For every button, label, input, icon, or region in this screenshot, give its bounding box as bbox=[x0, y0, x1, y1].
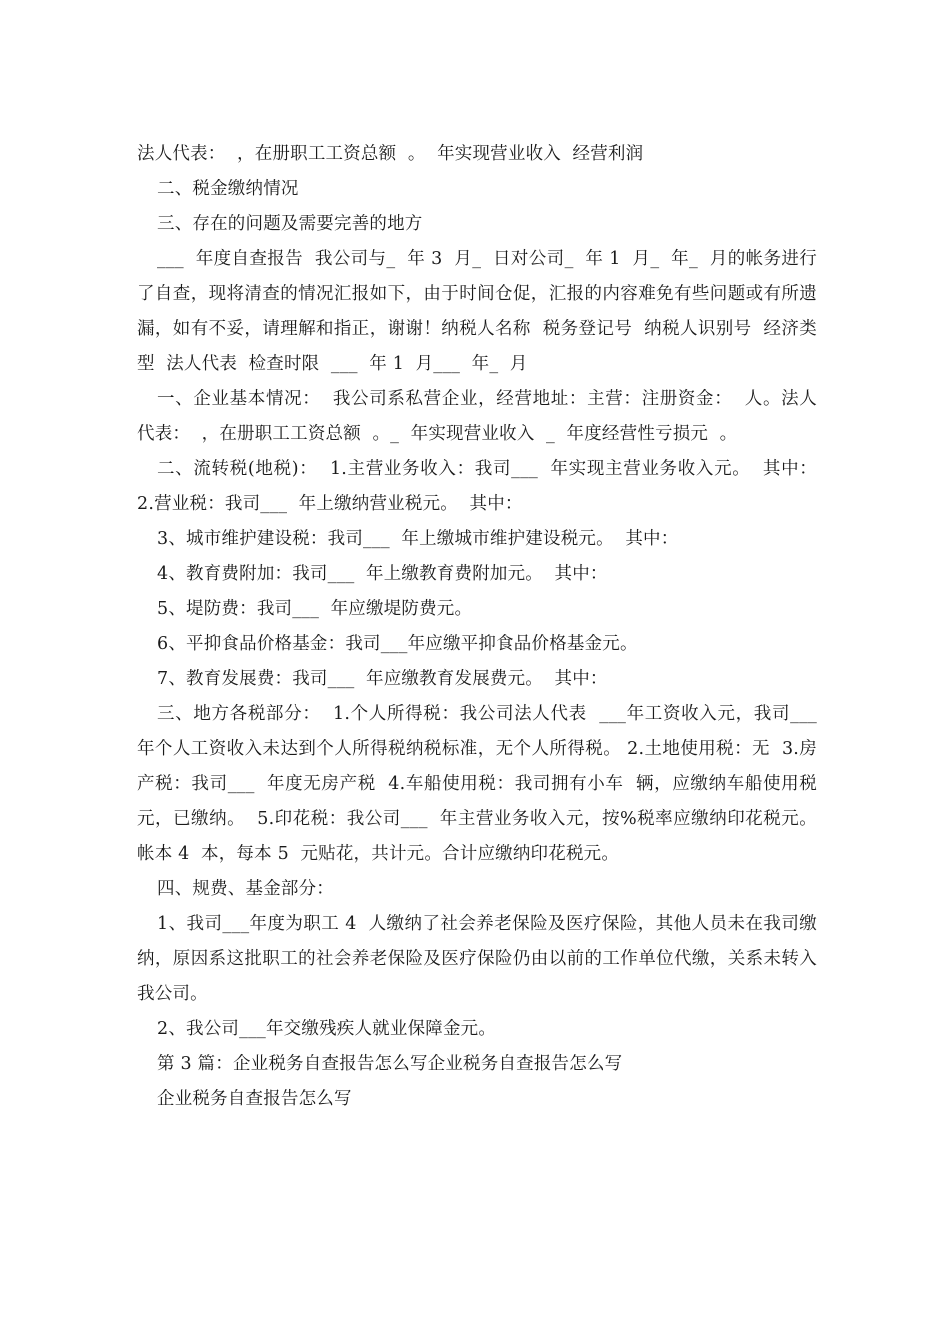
paragraph: 1、我司___年度为职工 4 人缴纳了社会养老保险及医疗保险，其他人员未在我司缴纳，原因系这批职工的社会养老保险及医疗保险仍由以前的工作单位代缴，关系未转入我公司。 bbox=[137, 914, 817, 1004]
section-heading-tax-payment: 二、税金缴纳情况 bbox=[157, 179, 299, 199]
paragraph: 4、教育费附加：我司___ 年上缴教育费附加元。 其中： bbox=[157, 564, 608, 584]
section-heading-issues: 三、存在的问题及需要完善的地方 bbox=[157, 214, 423, 234]
paragraph: 2、我公司___年交缴残疾人就业保障金元。 bbox=[157, 1019, 497, 1039]
paragraph: 6、平抑食品价格基金：我司___年应缴平抑食品价格基金元。 bbox=[157, 634, 638, 654]
paragraph: 法人代表： ，在册职工工资总额 。 年实现营业收入 经营利润 bbox=[137, 144, 644, 164]
paragraph: 5、堤防费：我司___ 年应缴堤防费元。 bbox=[157, 599, 473, 619]
paragraph: 二、流转税(地税)： 1.主营业务收入：我司___ 年实现主营业务收入元。 其中： 2.营业税：我司___ 年上缴纳营业税元。 其中： bbox=[137, 459, 829, 514]
paragraph: 7、教育发展费：我司___ 年应缴教育发展费元。 其中： bbox=[157, 669, 608, 689]
document-body bbox=[137, 137, 829, 1117]
paragraph: 一、企业基本情况： 我公司系私营企业，经营地址：主营：注册资金： 人。法人代表： ，在册职工工资总额 。_ 年实现营业收入 _ 年度经营性亏损元 。 bbox=[137, 389, 817, 444]
article-title: 第 3 篇：企业税务自查报告怎么写企业税务自查报告怎么写 bbox=[157, 1054, 623, 1074]
paragraph: ___ 年度自查报告 我公司与_ 年 3 月_ 日对公司_ 年 1 月_ 年_ 月的帐务进行了自查，现将清查的情况汇报如下，由于时间仓促，汇报的内容难免有些问题或有所遗漏，如有不妥，请理解和指正，谢谢！纳税人名称 税务登记号 纳税人识别号 经济类型 法人代表 检查时限 ___ 年 1 月___ 年_ 月 bbox=[137, 249, 817, 374]
paragraph: 3、城市维护建设税：我司___ 年上缴城市维护建设税元。 其中： bbox=[157, 529, 679, 549]
article-subtitle: 企业税务自查报告怎么写 bbox=[157, 1089, 352, 1109]
section-heading-fees: 四、规费、基金部分： bbox=[157, 879, 334, 899]
paragraph: 三、地方各税部分： 1.个人所得税：我公司法人代表 ___年工资收入元，我司___ 年个人工资收入未达到个人所得税纳税标准，无个人所得税。 2.土地使用税：无 3.房产税：我司___ 年度无房产税 4.车船使用税：我司拥有小车 辆，应缴纳车船使用税 元，已缴纳。 5.印花税：我公司___ 年主营业务收入元，按%税率应缴纳印花税元。帐本 4 本，每本 5 元贴花，共计元。合计应缴纳印花税元。 bbox=[137, 704, 829, 864]
